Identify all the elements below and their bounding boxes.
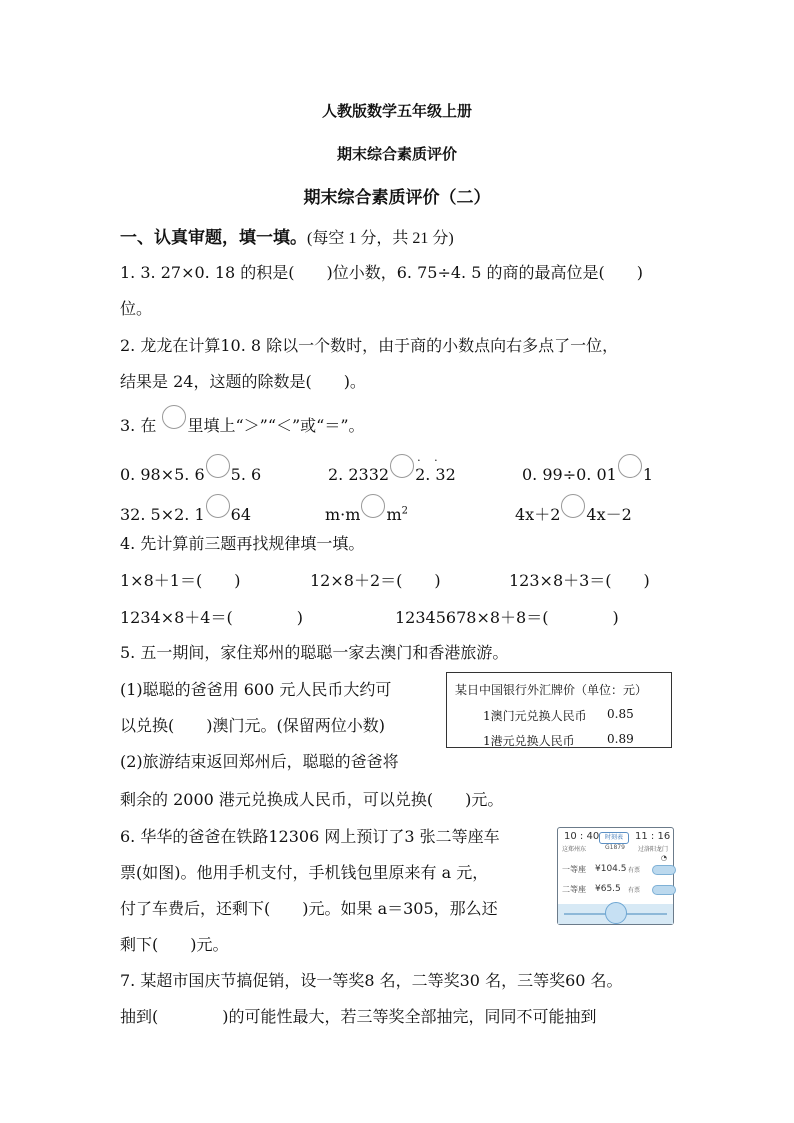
question-6-line-1: 6. 华华的爸爸在铁路12306 网上预订了3 张二等座车 — [120, 827, 500, 846]
rate-value: 0.85 — [607, 707, 634, 721]
pattern-item-1: 1×8＋1＝( ) — [120, 571, 241, 590]
signal-icon: ◔ — [660, 854, 667, 862]
compare-item-4 — [120, 494, 251, 524]
seat-price: ¥65.5 — [595, 884, 621, 894]
seat-row-first — [562, 864, 670, 875]
answer-circle-icon[interactable] — [361, 494, 385, 518]
compare-item-2 — [328, 454, 456, 484]
seat-label: 二等座 — [562, 885, 586, 894]
pattern-item-2: 12×8＋2＝( ) — [310, 571, 441, 590]
question-3-instruction: 里填上“＞”“＜”或“＝”。 — [187, 416, 365, 435]
compare-right: 5. 6 — [230, 465, 262, 484]
question-2-line-1: 2. 龙龙在计算10. 8 除以一个数时，由于商的小数点向右多点了一位， — [120, 336, 619, 355]
exchange-rate-header: 某日中国银行外汇牌价（单位：元） — [455, 683, 648, 697]
answer-circle-icon[interactable] — [206, 454, 230, 478]
compare-item-5 — [325, 494, 408, 524]
compare-left: 0. 98×5. 6 — [120, 465, 205, 484]
compare-left: 32. 5×2. 1 — [120, 505, 205, 524]
compare-left: m·m — [325, 505, 361, 524]
seat-status: 有票 — [628, 867, 641, 874]
seat-label: 一等座 — [562, 865, 586, 874]
question-4-heading: 4. 先计算前三题再找规律填一填。 — [120, 534, 365, 553]
question-6-line-2: 票(如图)。他用手机支付，手机钱包里原来有 a 元， — [120, 863, 489, 882]
from-station: 这郑州东 — [562, 846, 587, 853]
compare-left: 4x＋2 — [515, 505, 561, 524]
arrive-time: 11 : 16 — [635, 831, 671, 842]
depart-time: 10 : 40 — [564, 831, 600, 842]
question-7-line-1: 7. 某超市国庆节搞促销，设一等奖8 名，二等奖30 名，三等奖60 名。 — [120, 971, 623, 990]
answer-circle-icon[interactable] — [206, 494, 230, 518]
question-1-line-1: 1. 3. 27×0. 18 的积是( )位小数，6. 75÷4. 5 的商的最高位是( ) — [120, 263, 643, 282]
question-7-line-2: 抽到( )的可能性最大，若三等奖全部抽完，同同不可能抽到 — [120, 1007, 597, 1026]
compare-right: 2. 32 — [415, 465, 456, 484]
question-5-part-2-line-1: (2)旅游结束返回郑州后，聪聪的爸爸将 — [120, 752, 399, 771]
question-3-prefix: 3. 在 — [120, 416, 157, 435]
compare-item-6 — [515, 494, 632, 525]
pattern-item-3: 123×8＋3＝( ) — [509, 571, 650, 590]
rate-label: 1港元兑换人民币 — [483, 734, 575, 748]
question-3-heading — [120, 405, 365, 436]
question-2-line-2: 结果是 24，这题的除数是( )。 — [120, 372, 366, 391]
timetable-badge: 时刻表 — [599, 832, 629, 844]
exam-title: 期末综合素质评价（二） — [303, 188, 491, 208]
compare-right: 1 — [642, 465, 654, 484]
train-ticket-screenshot — [557, 827, 674, 925]
to-station: 过洛阳龙门 — [638, 846, 669, 853]
question-6-line-4: 剩下( )元。 — [120, 935, 229, 954]
section-title: 一、认真审题，填一填。 — [120, 228, 307, 248]
home-button-icon[interactable] — [605, 902, 627, 924]
compare-left: 0. 99÷0. 01 — [522, 465, 617, 484]
seat-price: ¥104.5 — [595, 864, 627, 874]
book-title: 人教版数学五年级上册 — [321, 102, 472, 120]
book-button[interactable] — [652, 865, 676, 875]
pattern-item-4: 1234×8＋4＝( ) — [120, 608, 303, 627]
question-5-part-2-line-2: 剩余的 2000 港元兑换成人民币，可以兑换( )元。 — [120, 790, 504, 809]
compare-right: 64 — [230, 505, 252, 524]
rate-value: 0.89 — [607, 732, 634, 746]
question-5-heading: 5. 五一期间，家住郑州的聪聪一家去澳门和香港旅游。 — [120, 643, 509, 662]
exchange-rate-table — [446, 672, 672, 748]
question-1-line-2: 位。 — [120, 299, 153, 318]
exponent: 2 — [401, 505, 408, 517]
compare-right: 4x－2 — [586, 505, 632, 524]
answer-circle-icon[interactable] — [561, 494, 585, 518]
answer-circle-icon[interactable] — [618, 454, 642, 478]
compare-item-1 — [120, 454, 261, 484]
repeating-decimal — [415, 454, 456, 484]
seat-status: 有票 — [628, 887, 641, 894]
exchange-rate-row — [483, 707, 663, 724]
compare-right: m — [386, 505, 402, 524]
question-5-part-1-line-2: 以兑换( )澳门元。(保留两位小数) — [120, 716, 385, 735]
answer-circle-icon[interactable] — [162, 405, 186, 429]
section-score-note: (每空 1 分，共 21 分) — [307, 230, 454, 247]
repeat-dots: · · — [417, 454, 443, 467]
question-6-line-3: 付了车费后，还剩下( )元。如果 a＝305，那么还 — [120, 899, 498, 918]
book-button[interactable] — [652, 885, 676, 895]
question-5-part-1-line-1: (1)聪聪的爸爸用 600 元人民币大约可 — [120, 680, 392, 699]
exchange-rate-row — [483, 732, 663, 749]
section-heading — [120, 223, 454, 248]
train-number: G1879 — [605, 844, 625, 851]
compare-left: 2. 2332 — [328, 465, 390, 484]
rate-label: 1澳门元兑换人民币 — [483, 709, 587, 723]
answer-circle-icon[interactable] — [390, 454, 414, 478]
pattern-item-5: 12345678×8＋8＝( ) — [395, 608, 619, 627]
seat-row-second — [562, 884, 670, 895]
exam-series-title: 期末综合素质评价 — [336, 145, 457, 163]
compare-item-3 — [522, 454, 653, 484]
